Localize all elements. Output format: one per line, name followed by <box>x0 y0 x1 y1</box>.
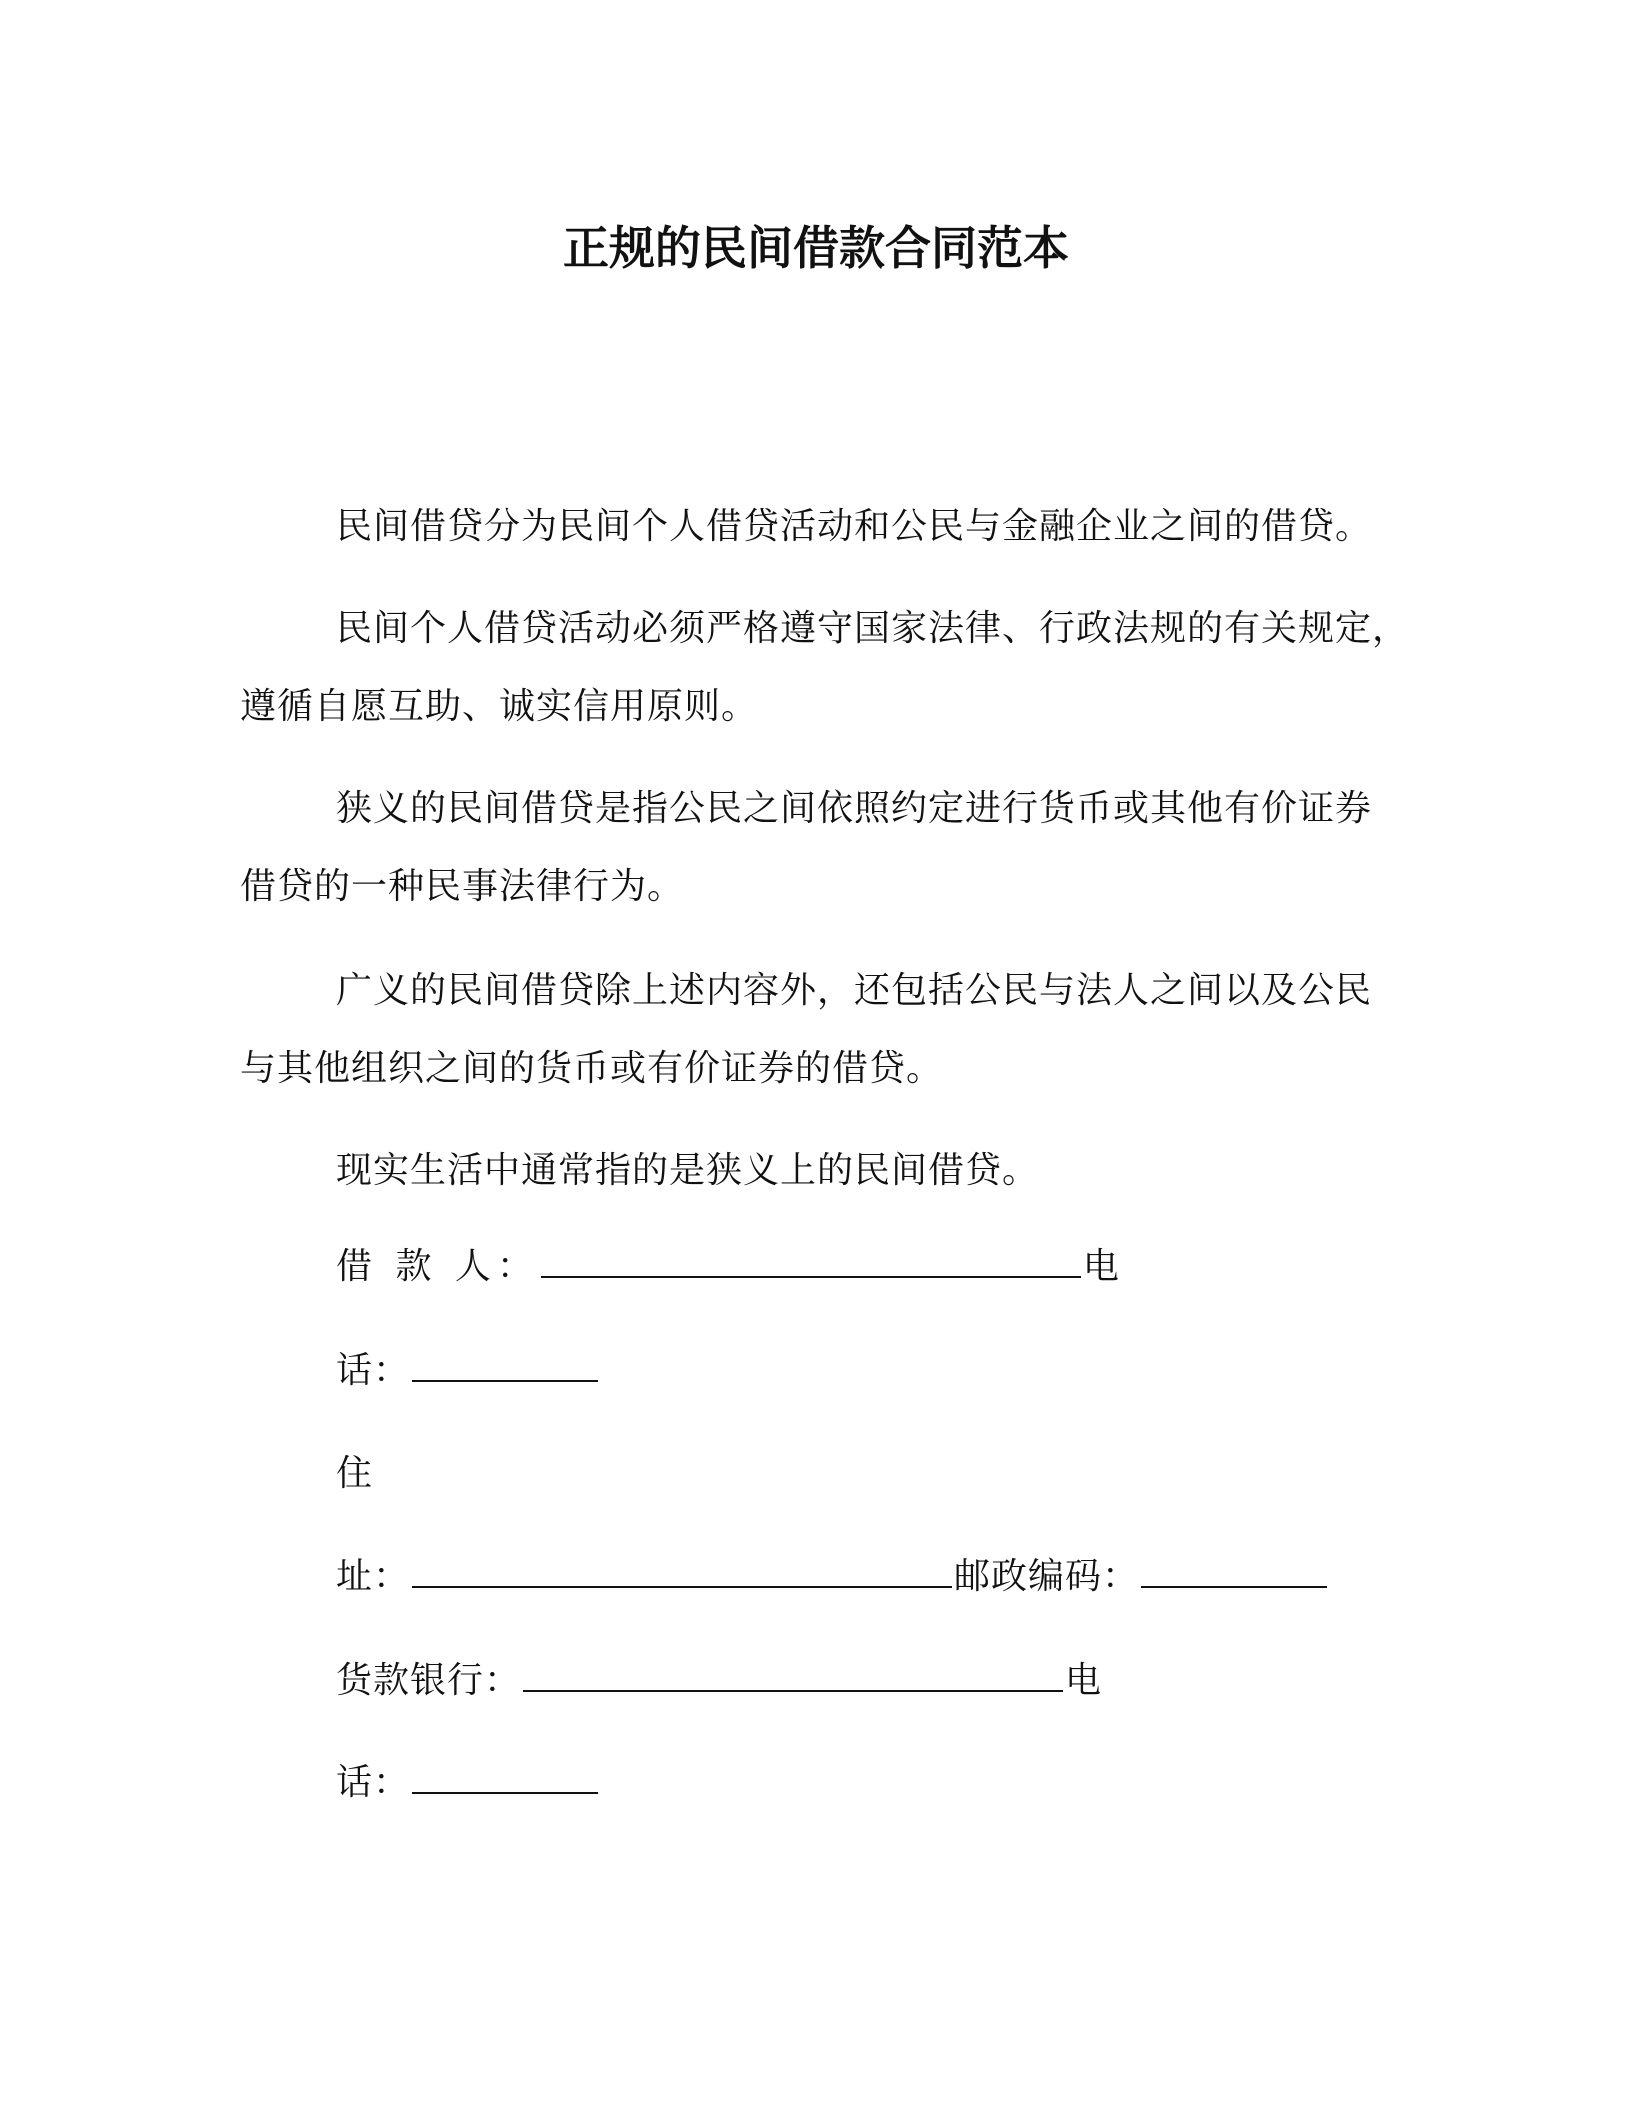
paragraph-5: 现实生活中通常指的是狭义上的民间借贷。 <box>336 1150 1040 1191</box>
borrower-phone-line <box>336 1340 600 1401</box>
borrower-phone-label-end: 话： <box>336 1350 411 1391</box>
bank-phone-blank[interactable] <box>412 1752 598 1794</box>
address-label-start: 住 <box>336 1453 374 1494</box>
borrower-blank[interactable] <box>541 1236 1081 1278</box>
borrower-line <box>336 1236 1125 1297</box>
postcode-blank[interactable] <box>1141 1546 1327 1588</box>
bank-phone-label-start: 电 <box>1065 1660 1103 1701</box>
document-title: 正规的民间借款合同范本 <box>563 221 1069 275</box>
address-label-end: 址： <box>336 1556 411 1597</box>
lender-bank-line <box>336 1650 1102 1711</box>
paragraph-4: 广义的民间借贷除上述内容外，还包括公民与法人之间以及公民与其他组织之间的货币或有价证券的借贷。 <box>240 970 1373 1089</box>
address-line <box>336 1546 1329 1607</box>
postcode-label: 邮政编码： <box>954 1556 1140 1597</box>
address-label-line <box>336 1444 373 1504</box>
address-blank[interactable] <box>412 1546 952 1588</box>
lender-bank-label: 货款银行： <box>336 1660 522 1701</box>
bank-phone-line <box>336 1752 600 1813</box>
paragraph-3: 狭义的民间借贷是指公民之间依照约定进行货币或其他有价证券借贷的一种民事法律行为。 <box>240 788 1373 907</box>
paragraph-2: 民间个人借贷活动必须严格遵守国家法律、行政法规的有关规定，遵循自愿互助、诚实信用原则。 <box>240 608 1410 727</box>
borrower-label: 借 款 人： <box>336 1246 539 1287</box>
bank-phone-label-end: 话： <box>336 1762 411 1803</box>
paragraph-1: 民间借贷分为民间个人借贷活动和公民与金融企业之间的借贷。 <box>336 506 1373 547</box>
lender-bank-blank[interactable] <box>523 1650 1063 1692</box>
borrower-phone-blank[interactable] <box>412 1340 598 1382</box>
borrower-phone-label-start: 电 <box>1082 1246 1125 1287</box>
